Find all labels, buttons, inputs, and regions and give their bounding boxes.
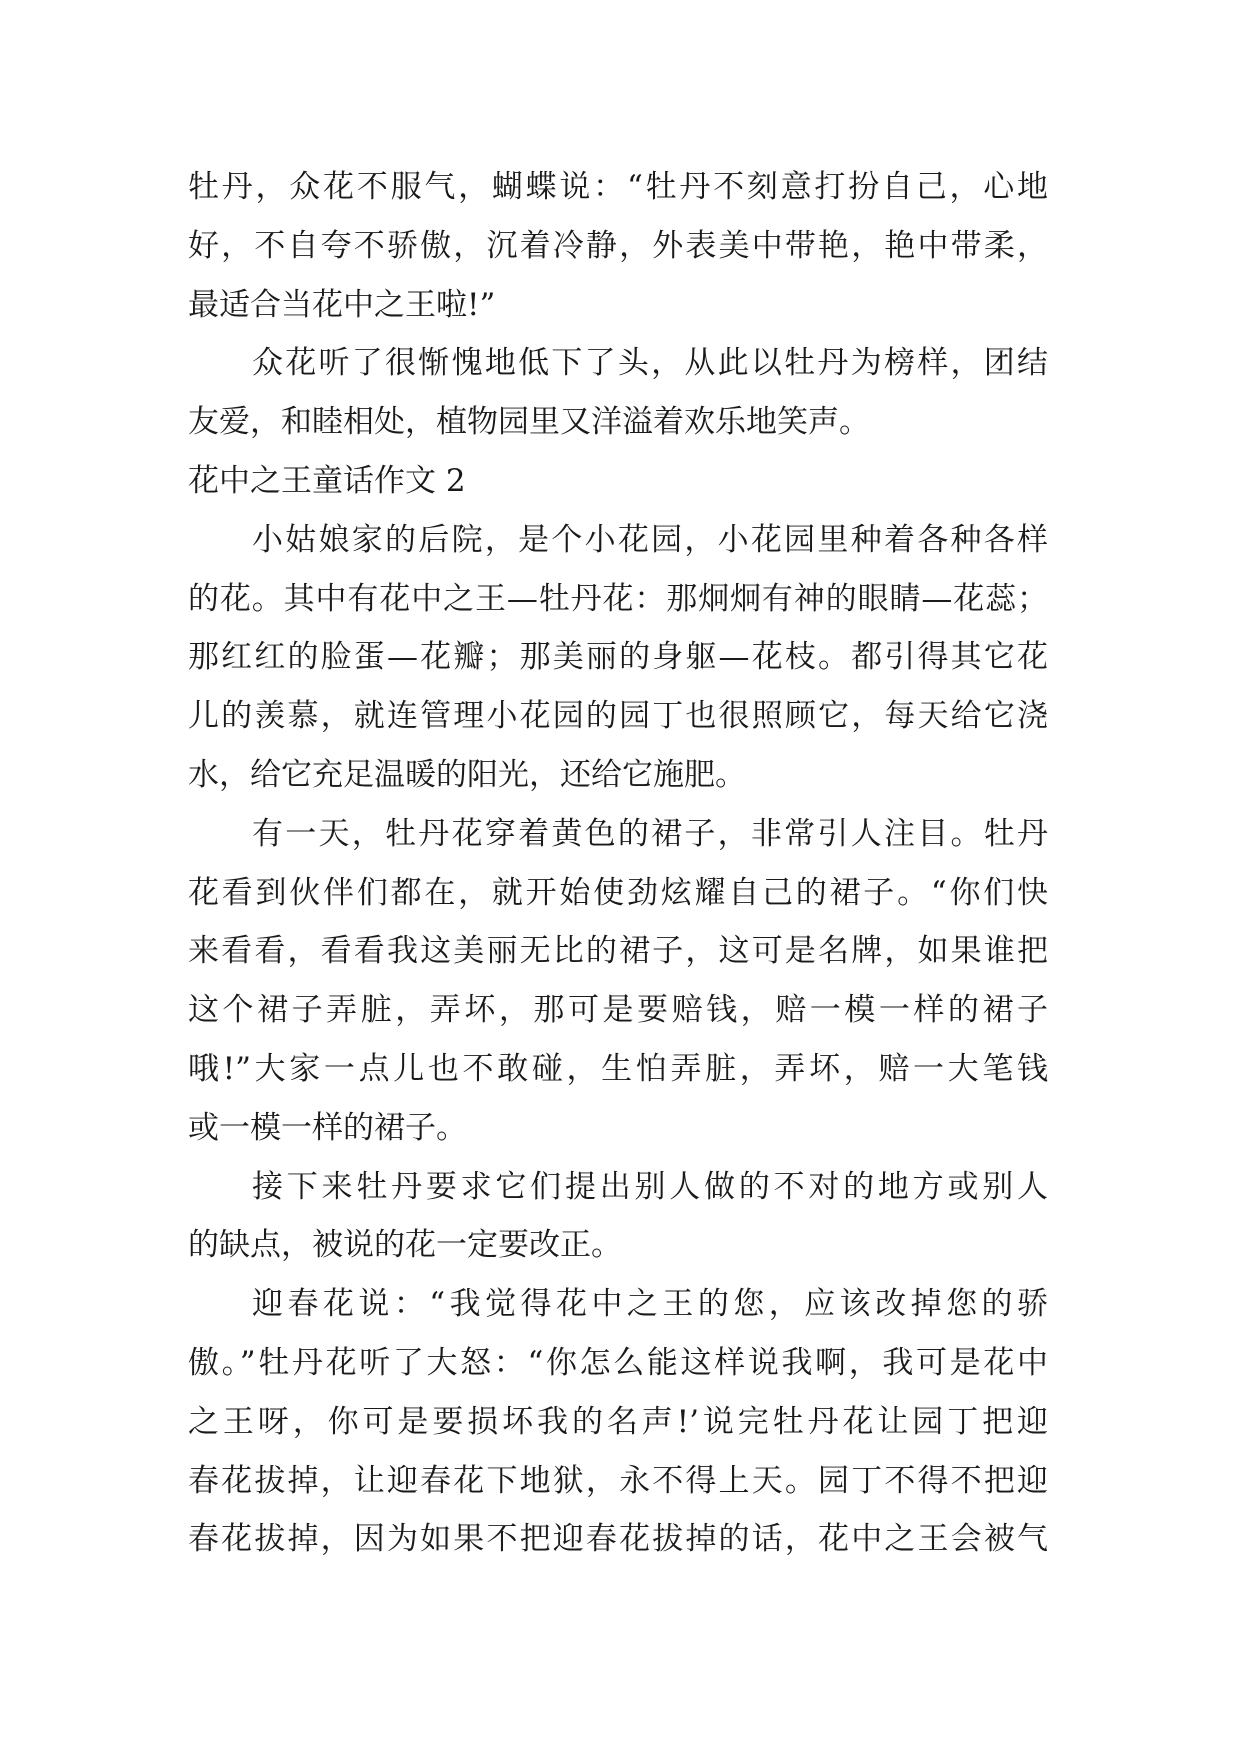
text-line: 牡丹，众花不服气，蝴蝶说：“牡丹不刻意打扮自己，心地 bbox=[188, 169, 1048, 205]
text-line: 儿的羡慕，就连管理小花园的园丁也很照顾它，每天给它浇 bbox=[188, 698, 1048, 735]
text-line: 哦!”大家一点儿也不敢碰，生怕弄脏，弄坏，赔一大笔钱 bbox=[188, 1050, 1048, 1087]
text-line: 这个裙子弄脏，弄坏，那可是要赔钱，赔一模一样的裙子 bbox=[188, 992, 1048, 1029]
text-line: 有一天，牡丹花穿着黄色的裙子，非常引人注目。牡丹 bbox=[252, 815, 1048, 852]
text-line: 来看看，看看我这美丽无比的裙子，这可是名牌，如果谁把 bbox=[188, 933, 1048, 970]
text-line: 花看到伙伴们都在，就开始使劲炫耀自己的裙子。“你们快 bbox=[188, 874, 1048, 911]
text-line: 之王呀，你可是要损坏我的名声!’说完牡丹花让园丁把迎 bbox=[188, 1403, 1048, 1440]
text-line: 接下来牡丹要求它们提出别人做的不对的地方或别人 bbox=[252, 1168, 1048, 1205]
text-line: 春花拔掉，让迎春花下地狱，永不得上天。园丁不得不把迎 bbox=[188, 1462, 1048, 1499]
text-line: 好，不自夸不骄傲，沉着冷静，外表美中带艳，艳中带柔， bbox=[188, 227, 1048, 264]
paragraph bbox=[188, 511, 1048, 805]
text-line: 的花。其中有花中之王—牡丹花：那炯炯有神的眼睛—花蕊； bbox=[188, 580, 1048, 617]
paragraph bbox=[188, 1158, 1048, 1276]
text-line: 或一模一样的裙子。 bbox=[188, 1109, 467, 1146]
text-line: 那红红的脸蛋—花瓣；那美丽的身躯—花枝。都引得其它花 bbox=[188, 639, 1048, 676]
text-line: 傲。”牡丹花听了大怒：“你怎么能这样说我啊，我可是花中 bbox=[188, 1344, 1048, 1381]
text-line: 春花拔掉，因为如果不把迎春花拔掉的话，花中之王会被气 bbox=[188, 1521, 1048, 1558]
text-line: 众花听了很惭愧地低下了头，从此以牡丹为榜样，团结 bbox=[252, 345, 1048, 382]
paragraph bbox=[188, 158, 1048, 334]
text-line: 迎春花说：“我觉得花中之王的您，应该改掉您的骄 bbox=[252, 1286, 1048, 1323]
heading-text: 花中之王童话作文 2 bbox=[188, 462, 466, 499]
text-line: 友爱，和睦相处，植物园里又洋溢着欢乐地笑声。 bbox=[188, 404, 870, 441]
text-line: 水，给它充足温暖的阳光，还给它施肥。 bbox=[188, 756, 746, 793]
paragraph bbox=[188, 1275, 1048, 1569]
section-heading bbox=[188, 452, 1048, 511]
text-line: 最适合当花中之王啦!” bbox=[188, 286, 496, 323]
text-line: 小姑娘家的后院，是个小花园，小花园里种着各种各样 bbox=[252, 521, 1048, 558]
paragraph bbox=[188, 334, 1048, 452]
paragraph bbox=[188, 805, 1048, 1158]
text-line: 的缺点，被说的花一定要改正。 bbox=[188, 1227, 622, 1264]
document-body bbox=[188, 158, 1048, 1569]
